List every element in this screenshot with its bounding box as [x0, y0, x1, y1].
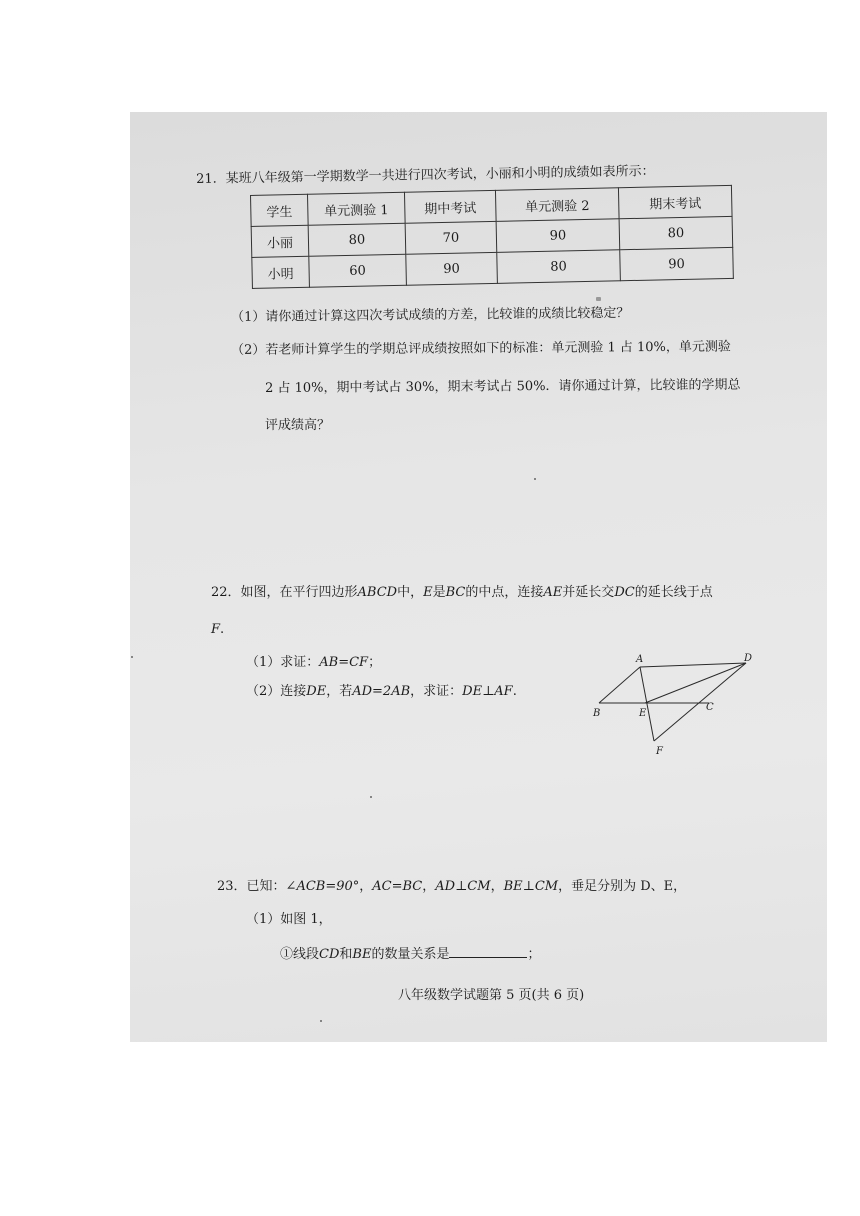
- q21-part2-line3: 评成绩高？: [265, 418, 331, 433]
- math-bc: BC: [445, 585, 466, 600]
- q22-stem-cont: [211, 622, 224, 638]
- math-e: E: [423, 585, 433, 600]
- q22-text: （2）连接: [246, 684, 307, 699]
- segment-df: [654, 663, 746, 741]
- math-dc: DC: [614, 585, 635, 600]
- q23-text: 的数量关系是: [371, 947, 450, 962]
- q23-text: ，: [490, 879, 504, 894]
- table-header-cell: 单元测验 1: [307, 192, 405, 225]
- scan-speck: [320, 1020, 322, 1022]
- table-cell: 90: [496, 219, 620, 253]
- q23-text: ，垂足分别为 D、E，: [558, 879, 687, 894]
- q23-text: 和: [339, 947, 353, 962]
- q22-text: 的中点，连接: [465, 585, 544, 600]
- scan-speck: [596, 297, 601, 301]
- q22-text: .: [220, 622, 225, 637]
- q22-part2: [246, 684, 517, 700]
- q22-text: ，若: [326, 684, 353, 699]
- table-cell: 90: [620, 247, 734, 280]
- q21-stem: 21．某班八年级第一学期数学一共进行四次考试，小丽和小明的成绩如表所示：: [196, 163, 655, 187]
- math-ad-2ab: AD=2AB: [352, 684, 411, 699]
- segment-af: [640, 667, 654, 741]
- q23-text: ，: [422, 879, 436, 894]
- label-a: A: [636, 654, 644, 665]
- table-header-cell: 期末考试: [618, 185, 732, 218]
- math-ab-cf: AB=CF: [319, 655, 369, 670]
- q22-text: （1）求证：: [246, 655, 320, 670]
- q23-sub1: [280, 945, 540, 963]
- q22-text: 中，: [397, 585, 424, 600]
- q22-text: 的延长线于点: [634, 585, 713, 600]
- q23-text: ；: [527, 947, 541, 962]
- math-ad-perp-cm: AD⊥CM: [435, 879, 491, 894]
- q22-text: ；: [368, 655, 382, 670]
- table-cell: 80: [619, 216, 733, 249]
- answer-blank[interactable]: [449, 945, 527, 958]
- q22-text: ，求证：: [410, 684, 463, 699]
- segment-de: [645, 663, 746, 703]
- label-e: E: [639, 708, 647, 719]
- q22-stem: [211, 585, 713, 601]
- q22-text: 是: [432, 585, 446, 600]
- label-f: F: [656, 746, 663, 757]
- q21-part2-line1: （2）若老师计算学生的学期总评成绩按照如下的标准：单元测验 1 占 10%，单元测验: [231, 339, 731, 358]
- label-b: B: [593, 708, 601, 719]
- parallelogram-figure: [585, 650, 765, 762]
- label-d: D: [744, 653, 753, 664]
- q23-text: 23．已知：: [217, 879, 286, 894]
- math-de: DE: [306, 684, 327, 699]
- math-be: BE: [352, 947, 372, 962]
- q23-part1: （1）如图 1，: [246, 912, 332, 927]
- scan-speck: [131, 656, 133, 658]
- scan-speck: [534, 478, 536, 480]
- table-cell: 90: [406, 252, 498, 285]
- math-be-perp-cm: BE⊥CM: [503, 879, 559, 894]
- q21-part1: （1）请你通过计算这四次考试成绩的方差，比较谁的成绩比较稳定？: [231, 305, 630, 325]
- table-header-cell: 单元测验 2: [495, 188, 619, 222]
- label-c: C: [706, 702, 714, 713]
- math-de-perp-af: DE⊥AF: [462, 684, 513, 699]
- q23-text: ，: [359, 879, 373, 894]
- q23-text: ①线段: [280, 947, 320, 962]
- math-cd: CD: [319, 947, 340, 962]
- table-cell: 小丽: [251, 225, 309, 257]
- math-angle-acb: ∠ACB=90°: [285, 879, 360, 894]
- q23-stem: [217, 879, 686, 895]
- table-cell: 60: [309, 254, 407, 287]
- q22-text: .: [512, 684, 517, 699]
- math-ae: AE: [543, 585, 563, 600]
- math-ac-bc: AC=BC: [372, 879, 423, 894]
- q21-part2-line2: 2 占 10%，期中考试占 30%，期末考试占 50%．请你通过计算，比较谁的学期总: [265, 377, 741, 396]
- scan-speck: [370, 796, 372, 798]
- table-cell: 80: [308, 223, 406, 256]
- score-table: [250, 185, 734, 289]
- table-cell: 小明: [252, 256, 310, 288]
- table-header-cell: 学生: [251, 194, 309, 226]
- segment-ab: [599, 667, 640, 703]
- page-footer: 八年级数学试题第 5 页(共 6 页): [398, 988, 585, 1003]
- math-f: F: [211, 622, 221, 637]
- table-header-cell: 期中考试: [404, 190, 496, 223]
- q22-text: 22．如图，在平行四边形: [211, 585, 358, 600]
- table-cell: 70: [405, 221, 497, 254]
- math-abcd: ABCD: [357, 585, 398, 600]
- q22-part1: [246, 655, 381, 671]
- segment-ad: [640, 663, 746, 667]
- table-cell: 80: [497, 250, 621, 284]
- q22-text: 并延长交: [562, 585, 615, 600]
